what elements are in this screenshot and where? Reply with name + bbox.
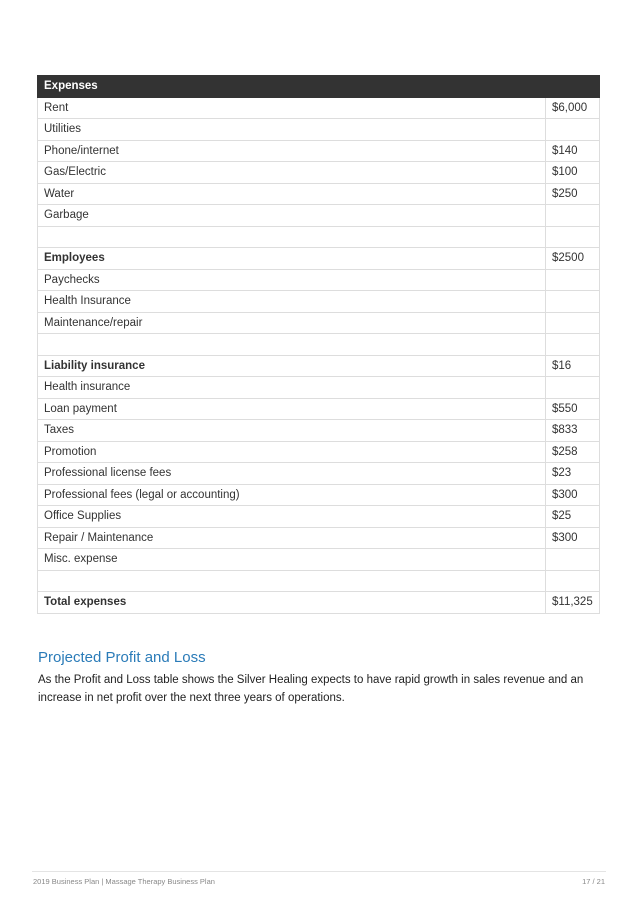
expense-amount-cell: $833 (546, 420, 600, 442)
expense-amount-cell (546, 334, 600, 356)
expense-amount-cell: $25 (546, 506, 600, 528)
expense-label-cell (38, 334, 546, 356)
expense-amount-cell: $6,000 (546, 97, 600, 119)
expense-amount-cell (546, 549, 600, 571)
expense-label-cell: Promotion (38, 441, 546, 463)
expense-amount-cell: $2500 (546, 248, 600, 270)
table-row (38, 441, 600, 463)
expense-label-cell: Health insurance (38, 377, 546, 399)
table-row (38, 248, 600, 270)
expense-label-cell: Health Insurance (38, 291, 546, 313)
expense-amount-cell (546, 570, 600, 592)
expense-amount-cell: $140 (546, 140, 600, 162)
expense-amount-cell: $250 (546, 183, 600, 205)
table-row (38, 527, 600, 549)
table-row (38, 291, 600, 313)
expense-label-cell: Garbage (38, 205, 546, 227)
table-row (38, 97, 600, 119)
expense-amount-cell: $23 (546, 463, 600, 485)
section-title: Projected Profit and Loss (38, 649, 206, 666)
table-row (38, 592, 600, 614)
table-row (38, 549, 600, 571)
table-row (38, 334, 600, 356)
expense-label-cell: Phone/internet (38, 140, 546, 162)
expense-label-cell: Professional license fees (38, 463, 546, 485)
table-row (38, 506, 600, 528)
expense-amount-cell (546, 119, 600, 141)
expense-label-cell: Total expenses (38, 592, 546, 614)
expense-amount-cell (546, 205, 600, 227)
expense-amount-cell: $16 (546, 355, 600, 377)
expense-amount-cell: $11,325 (546, 592, 600, 614)
table-row (38, 484, 600, 506)
expense-amount-cell (546, 76, 600, 98)
expense-label-cell: Rent (38, 97, 546, 119)
expense-amount-cell (546, 291, 600, 313)
table-row (38, 162, 600, 184)
table-header-row (38, 76, 600, 98)
footer-divider (32, 871, 606, 872)
expense-label-cell: Gas/Electric (38, 162, 546, 184)
expense-amount-cell (546, 377, 600, 399)
expense-label-cell: Misc. expense (38, 549, 546, 571)
expense-label-cell: Taxes (38, 420, 546, 442)
table-row (38, 119, 600, 141)
expense-amount-cell (546, 226, 600, 248)
expense-amount-cell: $100 (546, 162, 600, 184)
expense-label-cell (38, 570, 546, 592)
expense-label-cell: Professional fees (legal or accounting) (38, 484, 546, 506)
table-row (38, 398, 600, 420)
expense-label-cell: Office Supplies (38, 506, 546, 528)
expense-amount-cell: $300 (546, 527, 600, 549)
table-row (38, 420, 600, 442)
table-row (38, 463, 600, 485)
expense-label-cell: Expenses (38, 76, 546, 98)
table-row (38, 355, 600, 377)
table-row (38, 140, 600, 162)
expense-amount-cell: $550 (546, 398, 600, 420)
expenses-table (37, 75, 600, 614)
expense-amount-cell (546, 269, 600, 291)
footer-doc-title: 2019 Business Plan | Massage Therapy Business Plan (33, 877, 215, 886)
footer-page-number: 17 / 21 (582, 877, 605, 886)
table-row (38, 377, 600, 399)
expense-label-cell: Repair / Maintenance (38, 527, 546, 549)
expenses-table-body (38, 76, 600, 614)
expense-amount-cell: $300 (546, 484, 600, 506)
expense-label-cell: Liability insurance (38, 355, 546, 377)
table-row (38, 570, 600, 592)
expense-label-cell: Employees (38, 248, 546, 270)
table-row (38, 226, 600, 248)
expense-label-cell: Loan payment (38, 398, 546, 420)
table-row (38, 312, 600, 334)
expense-label-cell: Water (38, 183, 546, 205)
section-body: As the Profit and Loss table shows the Silver Healing expects to have rapid growth in sales revenue and an increase in net profit over the next three years of operations. (38, 674, 584, 704)
expense-label-cell (38, 226, 546, 248)
table-row (38, 205, 600, 227)
table-row (38, 183, 600, 205)
table-row (38, 269, 600, 291)
expense-label-cell: Utilities (38, 119, 546, 141)
expense-amount-cell: $258 (546, 441, 600, 463)
expense-amount-cell (546, 312, 600, 334)
expense-label-cell: Maintenance/repair (38, 312, 546, 334)
expense-label-cell: Paychecks (38, 269, 546, 291)
